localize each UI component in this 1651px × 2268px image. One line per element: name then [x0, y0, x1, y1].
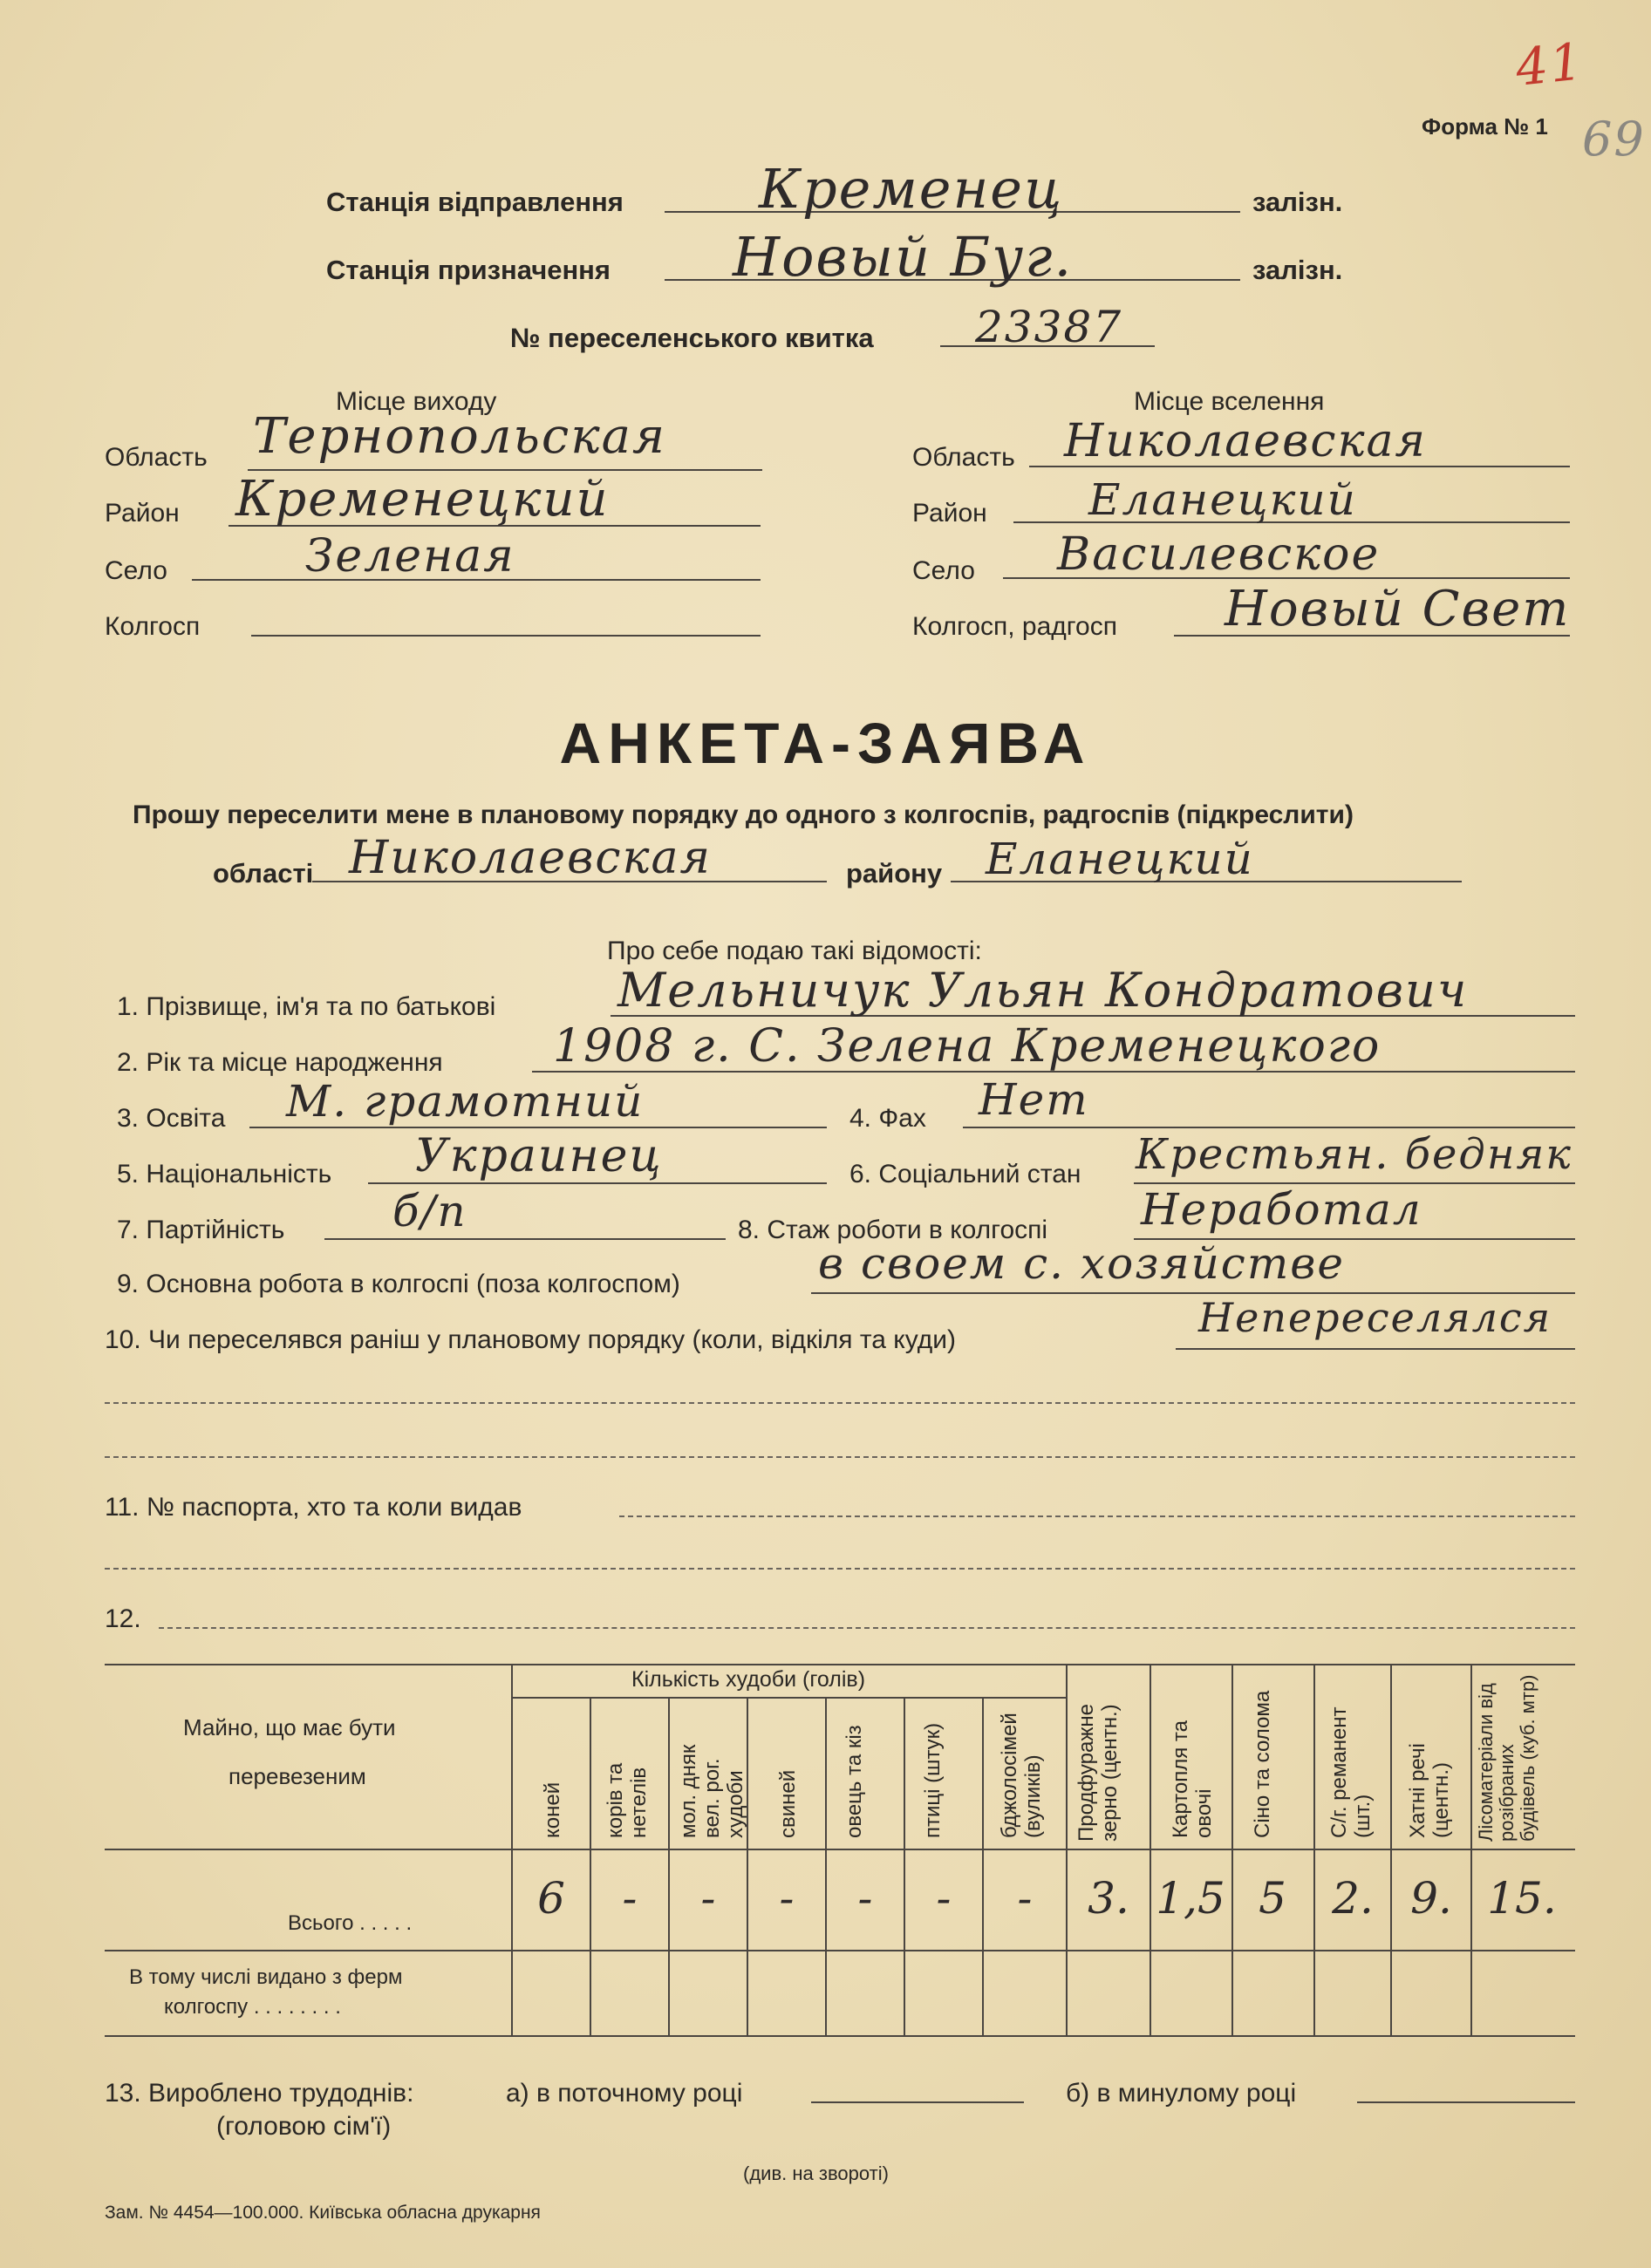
- field-10-value: Непереселялся: [1198, 1294, 1552, 1341]
- field-7-value: б/п: [392, 1186, 467, 1236]
- field-1-label: 1. Прізвище, ім'я та по батькові: [117, 992, 496, 1021]
- destination-region-label: Область: [912, 443, 1015, 472]
- field-2-label: 2. Рік та місце народження: [117, 1048, 443, 1077]
- column-header-sheep-goats: овець та кіз: [843, 1725, 866, 1838]
- field-6-label: 6. Соціальний стан: [849, 1160, 1081, 1188]
- field-2-value: 1908 г. С. Зелена Кременецкого: [553, 1020, 1382, 1073]
- field-1-value: Мельничук Ульян Кондратович: [617, 963, 1469, 1018]
- ticket-number-value: 23387: [975, 302, 1123, 352]
- property-label-line-1: Майно, що має бути: [183, 1714, 396, 1740]
- request-region-value: Николаевская: [349, 832, 712, 884]
- field-5-value: Украинец: [415, 1130, 663, 1182]
- departure-station-value: Кременец: [759, 157, 1064, 221]
- origin-title: Місце виходу: [336, 387, 497, 416]
- origin-village-label: Село: [105, 556, 167, 585]
- column-header-cows: корів та нетелів: [604, 1762, 651, 1838]
- field-10-label: 10. Чи переселявся раніш у плановому порядку (коли, відкіля та куди): [105, 1325, 957, 1354]
- column-header-horses: коней: [541, 1781, 564, 1838]
- field-3-label: 3. Освіта: [117, 1104, 226, 1133]
- destination-farm-value: Новый Свет: [1225, 581, 1571, 637]
- total-pigs: -: [779, 1873, 795, 1924]
- column-header-pigs: свиней: [776, 1769, 800, 1838]
- origin-kolkhoz-label: Колгосп: [105, 612, 201, 641]
- destination-station-value: Новый Буг.: [733, 225, 1074, 289]
- total-tools: 2.: [1332, 1873, 1374, 1924]
- origin-region-value: Тернопольская: [253, 408, 667, 465]
- see-back-note: (див. на звороті): [743, 2162, 889, 2184]
- column-header-timber: Лісоматеріали від розібраних будівель (куб. мтр): [1475, 1674, 1538, 1842]
- destination-station-label: Станція призначення: [326, 255, 611, 285]
- request-district-label: району: [846, 858, 943, 889]
- destination-district-value: Еланецкий: [1088, 474, 1357, 525]
- origin-village-value: Зеленая: [305, 530, 515, 582]
- livestock-header: Кількість худоби (голів): [631, 1667, 866, 1692]
- total-poultry: -: [936, 1873, 952, 1924]
- total-hay: 5: [1259, 1873, 1286, 1924]
- total-horses: 6: [537, 1873, 565, 1924]
- total-beehives: -: [1017, 1873, 1033, 1924]
- field-12-label: 12.: [105, 1604, 141, 1633]
- column-header-household: Хатні речі (центн.): [1406, 1743, 1453, 1838]
- field-7-label: 7. Партійність: [117, 1216, 285, 1244]
- field-4-label: 4. Фах: [849, 1104, 926, 1133]
- destination-district-label: Район: [912, 499, 987, 528]
- workdays-sub-label: (головою сім'ї): [216, 2112, 392, 2141]
- destination-railway-suffix: залізн.: [1252, 255, 1343, 285]
- destination-village-value: Василевское: [1057, 528, 1381, 581]
- printer-info: Зам. № 4454—100.000. Київська обласна друкарня: [105, 2203, 541, 2223]
- archive-page-number: 69: [1582, 112, 1646, 167]
- workdays-label: 13. Вироблено трудоднів:: [105, 2079, 414, 2108]
- total-timber: 15.: [1487, 1873, 1557, 1924]
- destination-title: Місце вселення: [1134, 387, 1325, 416]
- property-label-line-2: перевезеним: [229, 1763, 366, 1789]
- destination-region-value: Николаевская: [1064, 415, 1427, 467]
- farm-row-label-line-2: колгоспу . . . . . . . .: [164, 1995, 341, 2019]
- archive-number: 41: [1512, 31, 1587, 98]
- field-9-label: 9. Основна робота в колгоспі (поза колгоспом): [117, 1270, 680, 1298]
- total-potatoes: 1,5: [1156, 1873, 1225, 1924]
- document-title: АНКЕТА-ЗАЯВА: [559, 711, 1092, 775]
- farm-row-label-line-1: В тому числі видано з ферм: [129, 1965, 403, 1989]
- total-row-label: Всього . . . . .: [288, 1911, 413, 1935]
- form-number: Форма № 1: [1422, 113, 1548, 140]
- request-region-label: області: [213, 858, 314, 889]
- destination-farm-label: Колгосп, радгосп: [912, 612, 1117, 641]
- request-text: Прошу переселити мене в плановому порядку до одного з колгоспів, радгоспів (підкреслити): [133, 800, 1354, 829]
- total-sheep-goats: -: [857, 1873, 873, 1924]
- column-header-grain: Продфуражне зерно (центн.): [1075, 1704, 1122, 1842]
- total-young-cattle: -: [700, 1873, 716, 1924]
- column-header-poultry: птиці (штук): [921, 1722, 945, 1838]
- workdays-current-label: а) в поточному році: [506, 2079, 743, 2108]
- origin-region-label: Область: [105, 443, 208, 472]
- info-heading: Про себе подаю такі відомості:: [607, 936, 982, 965]
- field-5-label: 5. Національність: [117, 1160, 332, 1188]
- ticket-number-label: № переселенського квитка: [510, 323, 874, 353]
- total-household: 9.: [1410, 1873, 1452, 1924]
- field-3-value: М. грамотний: [286, 1076, 645, 1127]
- column-header-hay: Сіно та солома: [1251, 1690, 1274, 1838]
- destination-village-label: Село: [912, 556, 975, 585]
- origin-district-label: Район: [105, 499, 180, 528]
- workdays-previous-label: б) в минулому році: [1066, 2079, 1297, 2108]
- column-header-young-cattle: мол. дняк вел. рог. худоби: [677, 1744, 747, 1838]
- field-8-label: 8. Стаж роботи в колгоспі: [738, 1216, 1048, 1244]
- departure-station-label: Станція відправлення: [326, 187, 624, 217]
- field-9-value: в своем с. хозяйстве: [818, 1238, 1345, 1289]
- field-6-value: Крестьян. бедняк: [1136, 1130, 1573, 1179]
- column-header-potatoes: Картопля та овочі: [1169, 1720, 1216, 1838]
- column-header-beehives: бджолосімей (вуликів): [998, 1713, 1045, 1838]
- total-cows: -: [622, 1873, 638, 1924]
- request-district-value: Еланецкий: [986, 834, 1254, 884]
- field-4-value: Нет: [979, 1074, 1089, 1125]
- origin-district-value: Кременецкий: [235, 471, 610, 528]
- column-header-tools: С/г. реманент (шт.): [1327, 1706, 1375, 1838]
- field-11-label: 11. № паспорта, хто та коли видав: [105, 1493, 522, 1522]
- field-8-value: Неработал: [1141, 1184, 1422, 1235]
- total-grain: 3.: [1088, 1873, 1129, 1924]
- departure-railway-suffix: залізн.: [1252, 187, 1343, 217]
